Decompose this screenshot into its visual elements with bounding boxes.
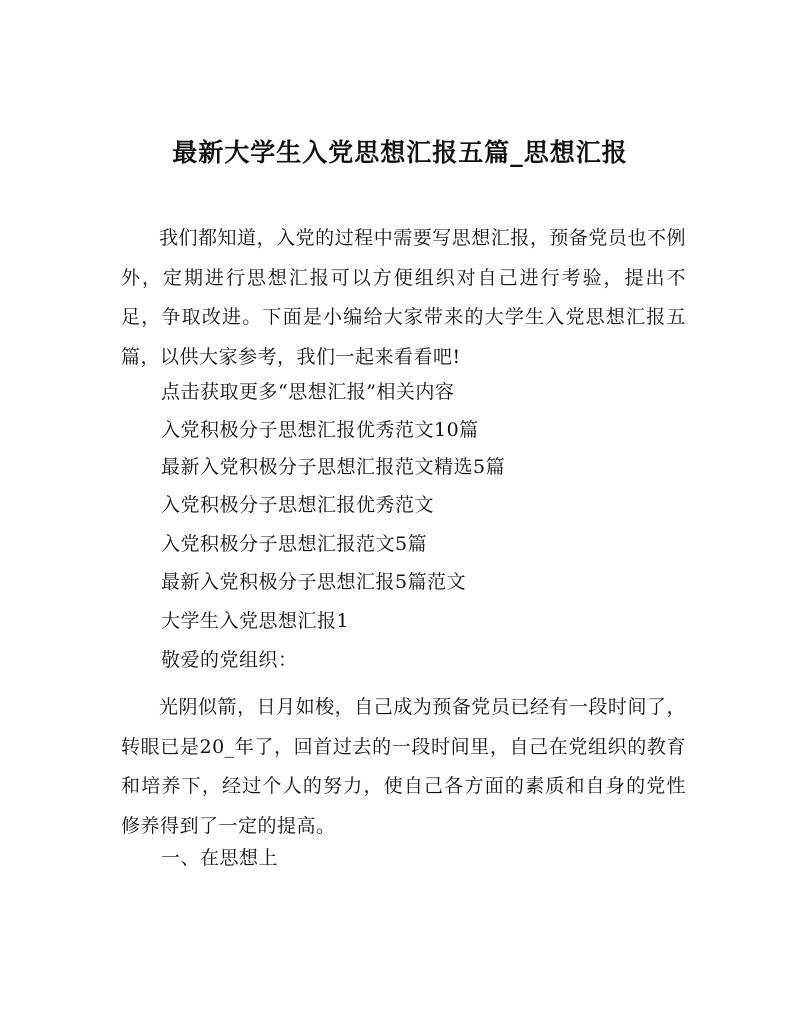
related-link[interactable]: 入党积极分子思想汇报范文5篇 xyxy=(161,533,428,555)
more-content-link[interactable]: 点击获取更多“思想汇报”相关内容 xyxy=(161,381,455,403)
related-link[interactable]: 入党积极分子思想汇报优秀范文 xyxy=(161,494,435,516)
intro-paragraph: 我们都知道，入党的过程中需要写思想汇报，预备党员也不例外，定期进行思想汇报可以方便组织对自己进行考验，提出不足，争取改进。下面是小编给大家带来的大学生入党思想汇报五篇，以供大家参考，我们一起来看看吧! xyxy=(121,227,686,368)
related-link[interactable]: 入党积极分子思想汇报优秀范文10篇 xyxy=(161,419,479,441)
section-heading: 大学生入党思想汇报1 xyxy=(161,610,350,632)
body-paragraph: 光阴似箭，日月如梭，自己成为预备党员已经有一段时间了，转眼已是20_年了，回首过去的一段时间里，自己在党组织的教育和培养下，经过个人的努力，使自己各方面的素质和自身的党性修养得到了一定的提高。 xyxy=(121,696,686,837)
salutation: 敬爱的党组织： xyxy=(161,649,298,671)
subheading: 一、在思想上 xyxy=(161,847,279,869)
related-link[interactable]: 最新入党积极分子思想汇报范文精选5篇 xyxy=(161,456,506,478)
document-title: 最新大学生入党思想汇报五篇_思想汇报 xyxy=(172,138,628,167)
related-link[interactable]: 最新入党积极分子思想汇报5篇范文 xyxy=(161,571,467,593)
